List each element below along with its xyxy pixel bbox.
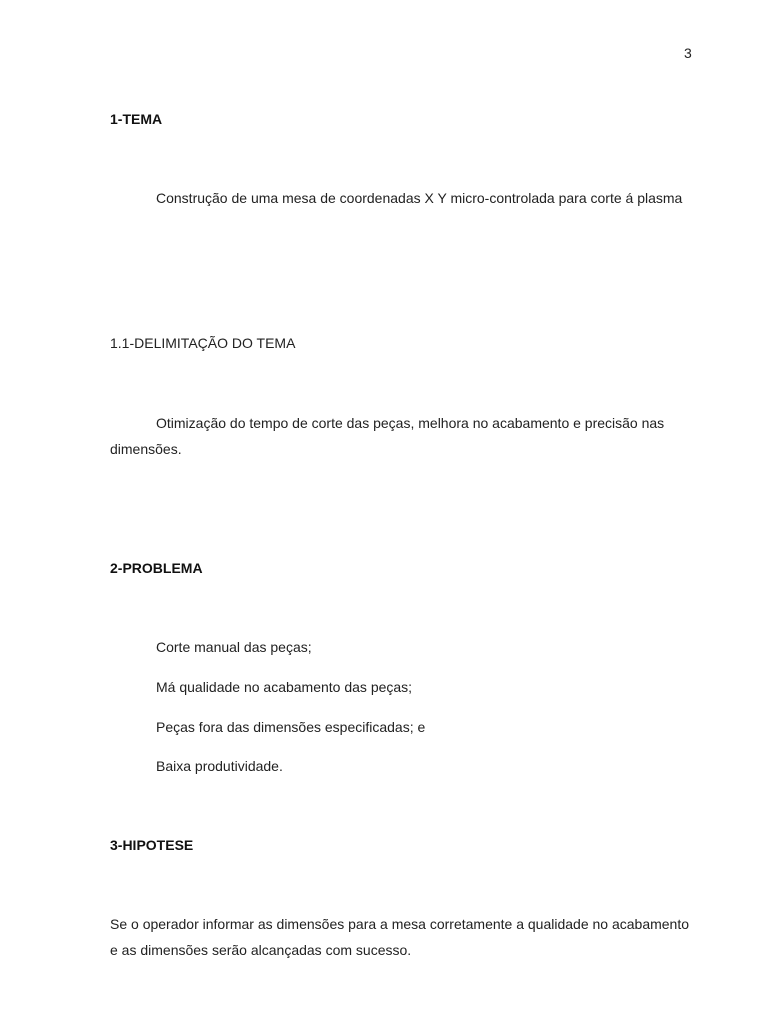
- list-item: Peças fora das dimensões especificadas; e: [156, 719, 426, 735]
- section-text-delimitacao: [110, 410, 700, 462]
- section-text-hipotese: Se o operador informar as dimensões para a mesa corretamente a qualidade no acabamento e as dimensões serão alcançadas com sucesso.: [110, 916, 690, 958]
- list-item: Baixa produtividade.: [156, 758, 283, 774]
- delimitacao-text: Otimização do tempo de corte das peças, melhora no acabamento e precisão nas dimensões.: [110, 415, 665, 457]
- page-number: 3: [684, 45, 692, 61]
- tema-text: Construção de uma mesa de coordenadas X Y micro-controlada para corte á plasma: [156, 190, 683, 206]
- section-heading-tema: 1-TEMA: [110, 111, 163, 127]
- list-item: Má qualidade no acabamento das peças;: [156, 679, 413, 695]
- list-item: Corte manual das peças;: [156, 639, 312, 655]
- section-heading-hipotese: 3-HIPOTESE: [110, 837, 194, 853]
- section-heading-delimitacao: 1.1-DELIMITAÇÃO DO TEMA: [110, 335, 296, 351]
- section-heading-problema: 2-PROBLEMA: [110, 560, 203, 576]
- section-text-tema: [110, 185, 700, 211]
